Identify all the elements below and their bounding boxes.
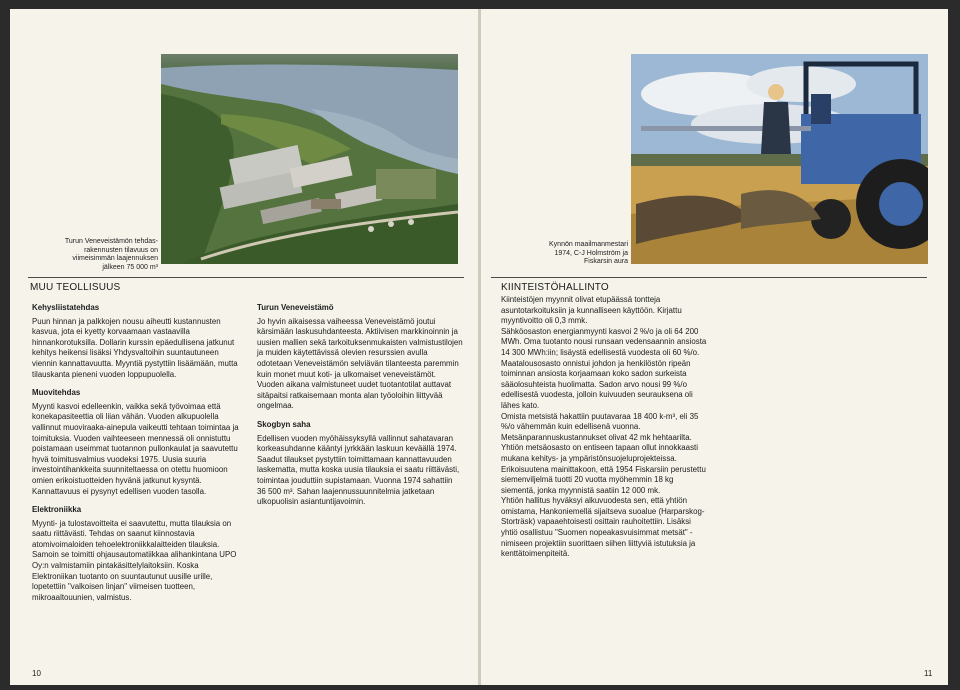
section-title-kiinteistohallinto: KIINTEISTÖHALLINTO bbox=[501, 282, 609, 293]
paragraph-metsat: Omista metsistä hakattiin puutavaraa 18 400 k-m³, eli 35 %/o vähemmän kuin edellisenä vuonna. Metsänparannuskustannukset olivat 42 mk hehtaarilta. bbox=[501, 411, 699, 442]
paragraph-metsaosasto: Yhtiön metsäosasto on entiseen tapaan ollut innokkaasti mukana kehitys- ja ympäristönsuojeluprojekteissa. Erikoisuutena mainittakoon, että 1954 Fiskarsiin perustettu siemenviljelmä tuotti 20 vuotta myöhemmin 18 kg siementä, jonka myynnistä saatiin 12 000 mk. bbox=[501, 443, 706, 495]
caption-line: Fiskarsin aura bbox=[584, 258, 628, 266]
paragraph-kiinteistot: Kiinteistöjen myynnit olivat etupäässä tontteja asuntotarkoituksiin ja kunnalliseen käyttöön. Kirjattu myyntivoitto oli 0,3 mmk. bbox=[501, 295, 682, 326]
heading-muovitehdas: Muovitehdas bbox=[32, 388, 81, 398]
aerial-factory-photo bbox=[161, 54, 458, 264]
paragraph-hallitus: Yhtiön hallitus hyväksyi alkuvuodesta sen, että yhtiön omistama, Hankoniemellä sijaitseva suoalue (Harparskog-Storträsk) vapaaehtoisesti osittain rauhoitettiin. Lisäksi yhtiö osallistuu "Suomen nopeakasvuisimmat metsät" -nimiseen projektiin suorittaen siihen liittyviä istutuksia ja kenttätoimenpiteitä. bbox=[501, 496, 705, 559]
paragraph-sahkoosasto: Sähköosaston energianmyynti kasvoi 2 %/o ja oli 64 200 MWh. Oma tuotanto nousi runsaan vedensaannin ansiosta 14 300 MWh:iin; lisäystä edellisestä vuodesta oli 60 %/o. bbox=[501, 326, 707, 357]
heading-skogbyn-saha: Skogbyn saha bbox=[257, 419, 311, 429]
right-column bbox=[501, 295, 707, 560]
caption-line: rakennusten tilavuus on bbox=[84, 246, 158, 254]
paragraph-skogbyn-saha: Edellisen vuoden myöhäissyksyllä vallinnut sahatavaran korkeasuhdanne kääntyi jyrkkään laskuun keväällä 1974. Saadut tilaukset pystyttiin toimittamaan kannattavuuden laskematta, mutta koska uusia tilauksia ei saatu riittävästi, toimintaa jouduttiin supistamaan. Vuonna 1974 sahattiin 36 500 m³. Sahan laajennussuunnitelmia jatketaan ulkopuolisin asiantuntijavoimin. bbox=[257, 433, 460, 507]
right-section-rule bbox=[491, 277, 927, 278]
section-title-muu-teollisuus: MUU TEOLLISUUS bbox=[30, 282, 121, 293]
aerial-photo-caption bbox=[60, 238, 158, 272]
caption-line: viimeisimmän laajennuksen bbox=[72, 255, 158, 263]
paragraph-elektroniikka: Myynti- ja tulostavoitteita ei saavutettu, mutta tilauksia on saatu riittävästi. Tehdas on saanut kiinnostavia atomivoimaloiden tehoelektroniikkalaitteiden tilauksia. Samoin se toimitti ohjausautomatiikkaa alihankintana UPO Oy:n valmistamiin pintakäsittelylaitoksiin. Koska Elektroniikan tuotanto on suuntautunut uusille urille, lopetettiin "valkoisen linjan" viimeisen tuotteen, mikroaaltouunien, valmistus. bbox=[32, 518, 237, 602]
heading-elektroniikka: Elektroniikka bbox=[32, 505, 82, 515]
paragraph-kehysliistatehdas: Puun hinnan ja palkkojen nousu aiheutti kustannusten kasvua, jota ei kyetty korvaamaan vastaavilla hinnankorotuksilla. Dollarin kurssin epäedullisena jatkunut kehitys heikensi lisäksi Yhdysvaltoihin suuntautuneen viennin kannattavuutta. Myyntiä pystyttiin lisäämään, mutta tilauskanta pieneni vuoden loppupuolella. bbox=[32, 316, 238, 379]
tractor-plough-photo bbox=[631, 54, 928, 264]
caption-line: jälkeen 75 000 m³ bbox=[102, 263, 158, 271]
page-number-left: 10 bbox=[32, 669, 41, 678]
left-column-2 bbox=[257, 303, 463, 516]
tractor-photo-caption bbox=[530, 241, 628, 267]
heading-turun-veneveistamo: Turun Veneveistämö bbox=[257, 303, 334, 312]
page-number-right: 11 bbox=[924, 669, 933, 678]
paragraph-turun-veneveistamo: Jo hyvin aikaisessa vaiheessa Veneveistämö joutui kärsimään laskusuhdanteesta. Aktiivisen markkinoinnin ja uusien mallien sekä tarkoituksenmukaisten valmistustilojen ja muiden käytettävissä olevien resurssien avulla odotetaan Veneveistämön selviävän tilanteesta paremmin kuin monet muut koti- ja ulkomaiset veneveistämöt. Vuoden aikana valmistuneet uudet tuotantotilat auttavat sitäpaitsi ratkaisemaan monta alan työoloihin liittyvää ongelmaa. bbox=[257, 316, 463, 411]
paragraph-maatalousosasto: Maatalousosasto onnistui johdon ja henkilöstön ripeän toiminnan ansiosta korjaamaan koko sadon surkeista sääolosuhteista huolimatta. Sadon arvo nousi 99 %/o edellisestä vuodesta, jolloin kuivuuden seurauksena oli lähes kato. bbox=[501, 358, 693, 410]
caption-line: Kynnön maailmanmestari bbox=[549, 241, 628, 248]
paragraph-muovitehdas: Myynti kasvoi edelleenkin, vaikka sekä työvoimaa että konekapasiteettia oli liian vähän. Vuoden alkupuolella vallinnut muoviraaka-ainepula vaikeutti tehtaan toimintaa ja toimituksia. Vuoden vaihteeseen mennessä oli onnistuttu poistamaan useimmat tuotannon pullonkaulat ja saavutettu hyvä toimitusvalmius vuodeksi 1975. Uusia suuria investointihankkeita suunniteltaessa on otettu huomioon omien erikoistuotteiden hyvänä jatkunut kysyntä. Kannattavuus ei pysynyt edellisen vuoden tasolla. bbox=[32, 401, 239, 496]
left-column-1 bbox=[32, 303, 240, 611]
heading-kehysliistatehdas: Kehysliistatehdas bbox=[32, 303, 100, 312]
left-section-rule bbox=[28, 277, 464, 278]
caption-line: 1974, C-J Holmström ja bbox=[554, 249, 628, 257]
caption-line: Turun Veneveistämön tehdas- bbox=[64, 238, 158, 245]
